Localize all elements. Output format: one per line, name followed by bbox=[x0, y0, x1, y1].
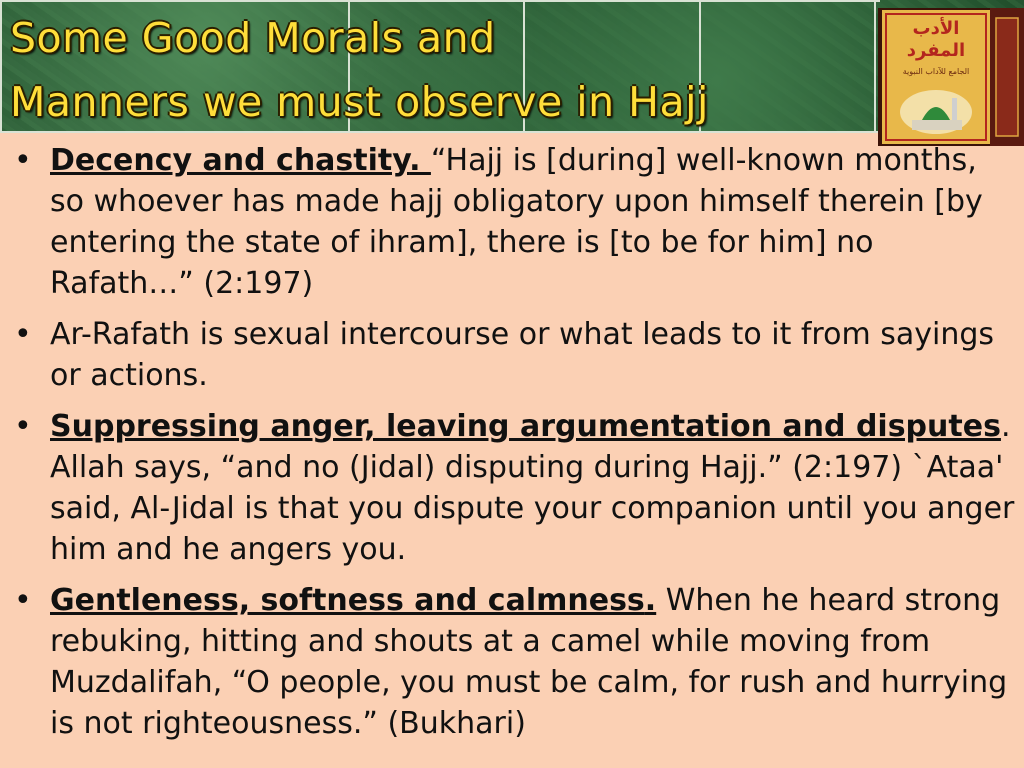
minaret-icon bbox=[952, 98, 957, 122]
book-title-ar-2: المفرد bbox=[906, 40, 966, 61]
list-item bbox=[6, 406, 1018, 570]
list-item bbox=[6, 580, 1018, 744]
list-item bbox=[6, 140, 1018, 304]
tile-divider bbox=[874, 0, 876, 133]
slide-title bbox=[10, 6, 709, 133]
bullet-text: “Hajj is [during] well-known months, so whoever has made hajj obligatory upon himself therein [by entering the state of ihram], there is [to be for him] no Rafath…” (2:197) bbox=[50, 143, 983, 301]
bullet-icon: • bbox=[14, 143, 32, 178]
list-item bbox=[6, 314, 1018, 396]
spine-ornament bbox=[996, 18, 1018, 136]
tile-divider bbox=[0, 0, 2, 133]
bullet-heading: Decency and chastity. bbox=[50, 143, 431, 178]
bullet-text: Ar-Rafath is sexual intercourse or what leads to it from sayings or actions. bbox=[50, 317, 995, 393]
bullet-heading: Suppressing anger, leaving argumentation and disputes bbox=[50, 409, 1001, 444]
title-banner bbox=[0, 0, 1024, 133]
bullet-list bbox=[6, 140, 1018, 744]
tile-divider bbox=[0, 0, 880, 2]
bullet-text: When he heard strong rebuking, hitting and shouts at a camel while moving from Muzdalifah, “O people, you must be calm, for rush and hurrying is not righteousness.” (Bukhari) bbox=[50, 583, 1008, 741]
book-cover-image bbox=[878, 8, 1024, 146]
mosque-base bbox=[912, 120, 962, 130]
title-line-1: Some Good Morals and bbox=[10, 14, 496, 62]
bullet-heading: Gentleness, softness and calmness. bbox=[50, 583, 657, 618]
bullet-icon: • bbox=[14, 409, 32, 444]
book-title-ar-1: الأدب bbox=[912, 18, 960, 39]
title-line-2: Manners we must observe in Hajj bbox=[10, 78, 709, 126]
bullet-icon: • bbox=[14, 583, 32, 618]
book-subtitle-ar: الجامع للآداب النبوية bbox=[902, 67, 970, 76]
bullet-text: . Allah says, “and no (Jidal) disputing during Hajj.” (2:197) `Ataa' said, Al-Jidal is that you dispute your companion until you anger him and he angers you. bbox=[50, 409, 1015, 567]
slide-body bbox=[6, 140, 1018, 754]
bullet-icon: • bbox=[14, 317, 32, 352]
